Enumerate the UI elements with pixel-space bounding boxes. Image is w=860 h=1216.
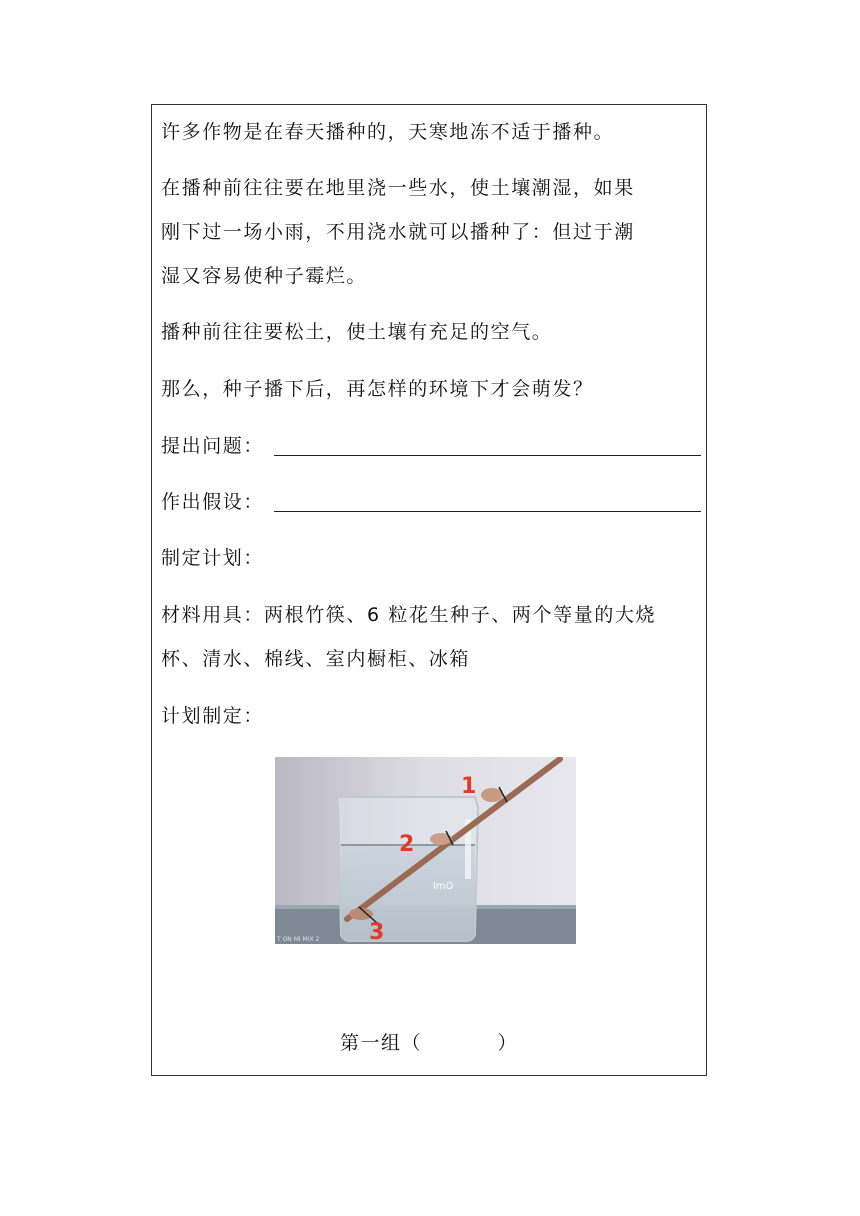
paragraph-watering-line3: 湿又容易使种子霉烂。 xyxy=(161,265,368,287)
plan-made-label: 计划制定： xyxy=(161,705,265,727)
question-label: 提出问题： xyxy=(161,435,265,457)
question-answer-blank[interactable] xyxy=(274,455,701,456)
seed-label-2: 2 xyxy=(399,832,415,857)
experiment-photo xyxy=(275,757,576,944)
beaker-measure-mark: lmO xyxy=(433,881,454,892)
group-one-caption: 第一组（ ） xyxy=(340,1032,518,1054)
hypothesis-label: 作出假设： xyxy=(161,491,265,513)
plan-label: 制定计划： xyxy=(161,547,265,569)
paragraph-loosen-soil: 播种前往往要松土，使土壤有充足的空气。 xyxy=(161,321,553,343)
paragraph-watering-line2: 刚下过一场小雨，不用浇水就可以播种了：但过于潮 xyxy=(161,221,635,243)
paragraph-question-prompt: 那么，种子播下后，再怎样的环境下才会萌发？ xyxy=(161,378,594,400)
worksheet-frame xyxy=(151,104,707,1076)
seed-label-3: 3 xyxy=(369,920,385,944)
materials-line1: 材料用具：两根竹筷、6 粒花生种子、两个等量的大烧 xyxy=(161,604,657,626)
hypothesis-answer-blank[interactable] xyxy=(274,511,701,512)
paragraph-watering-line1: 在播种前往往要在地里浇一些水，使土壤潮湿，如果 xyxy=(161,177,635,199)
camera-watermark: T ON MI MIX 2 xyxy=(277,936,320,943)
paragraph-spring-sowing: 许多作物是在春天播种的，天寒地冻不适于播种。 xyxy=(161,121,615,143)
seed-label-1: 1 xyxy=(461,774,477,799)
materials-line2: 杯、清水、棉线、室内橱柜、冰箱 xyxy=(161,648,471,670)
